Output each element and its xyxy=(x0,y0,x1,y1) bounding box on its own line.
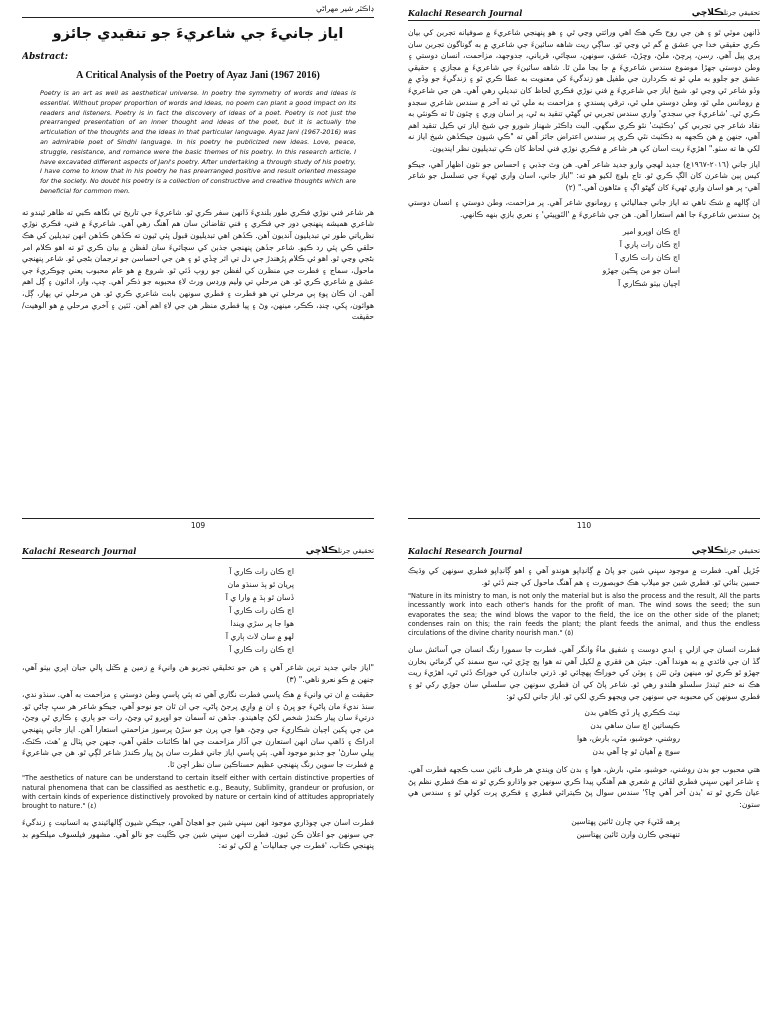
running-header xyxy=(22,542,374,559)
body-text xyxy=(22,817,374,852)
abstract-text: Poetry is an art as well as aesthetical universe. In poetry the symmetry of words and ideas is essential. Without proper proportion of words and ideas, no poem can plant a good impact on its readers and listeners. Poetry is in fact the discovery of ideas of a poet. Poetry is not just the prearranged presentation of an inner thought and ideas of the poet, but it is actually the articulation of the thoughts and the ideas in that particular language. Ayaz Jani (1967-2016) was an admirable poet of Sindhi language. In his poetry he publicized new ideas. Love, peace, struggle, resistance, and romance were the basic themes of his poetry. In this research article, I have excavated different aspects of Jani's poetry. After undertaking a through study of his poetry, I have come to know that in his poetry he has prearranged positive and result oriented message for the society. No doubt his poetry is a collection of constructive and creative thoughts which are beneficial for common men. xyxy=(40,89,356,195)
paragraph: ان ڳالهه ۾ شڪ ناهي ته اياز جاني جماليائي ۽ رومانوي شاعر آهي. پر مزاحمت، وطن دوستي ۽ انسان دوستي پڻ سندس شاعريءَ جا اهم استعارا آهن. هن جي شاعريءَ ۾ 'الٽوپيئي' ۽ نعري بازي بنهه ڪانهي. xyxy=(408,198,760,219)
running-header xyxy=(408,4,760,21)
poem-line: سوچ ۾ آهيان ٿو چا آهي بدن xyxy=(592,747,680,757)
journal-subtitle: تحقيقي جرنل xyxy=(337,547,374,555)
article-title-english: A Critical Analysis of the Poetry of Ayaz Jani (1967 2016) xyxy=(76,70,320,81)
running-header xyxy=(408,542,760,559)
article-title-sindhi: اياز جانيءَ جي شاعريءَ جو تنقيدي جائزو xyxy=(52,26,344,42)
body-text xyxy=(22,207,374,323)
paragraph: "اياز جاني جديد ترين شاعر آهي ۽ هن جو تخليقي تجربو هن وانيءَ ۾ زمين ۾ ڪَتل پالي جيان اپري بيٺو آهي، جنهن ۾ ڪو نعرو ناهي." (٣) xyxy=(22,663,374,684)
paragraph: هتي محبوب جو بدن روشني، خوشبو، مٽي، بارش، هوا ۽ بدن کان ويندي هر طرف نائين سب ڪجهه فطرت آهي. ۽ شاعر انهن سڀني فطري لقائن ۾ شعري هم آهنگي پيدا ڪري سونهن جو واڌارو ڪري ٿو ته هڪ فطري نظم پڻ عيان ڪري ٿو ته 'بدن آخر آهي ڇا؟' سندس سوال پڻ ڪيترائي فطري ۽ فڪري پرت کولي ٿو ۽ سندس هي ستون: xyxy=(408,765,760,809)
body-text xyxy=(408,27,760,221)
journal-name-sindhi xyxy=(688,8,760,18)
poem-line: اسان جو من پڪين جهڙو xyxy=(602,265,680,275)
body-text xyxy=(408,644,760,702)
journal-subtitle: تحقيقي جرنل xyxy=(723,9,760,17)
journal-logo: ڪلاچي xyxy=(691,8,724,18)
poem xyxy=(408,706,760,758)
author-name: ڊاڪٽر شير مهراڻي xyxy=(22,4,374,18)
body-text xyxy=(408,764,760,810)
journal-name: Kalachi Research Journal xyxy=(22,546,137,556)
poem-line: پريان ٿو ٻڌ سنڌو مان xyxy=(227,580,294,589)
paragraph: اياز جاني (٢٠١٦-١٩٦٧ع) جديد لهجي وارو جديد شاعر آهي. هن وٽ جذبي ۽ احساس جو نئون اظهار آهي، جيڪو کيس ٻين شاعرن کان الڳ ڪري ٿو. تاج بلوچ لکيو هو ته: "اياز جاني، اسان واري ٿهيءَ جي تسلسل جو شاعر آهي- پر هو اسان واري ٿهيءَ کان گهڻو اڳ ۽ مٿاهون آهي." (٢) xyxy=(408,159,760,192)
page-112 xyxy=(408,542,760,1020)
journal-logo: ڪلاچي xyxy=(691,546,724,556)
poem-line: تنهنجي ڪارن وارن ٿائين پهتاسين xyxy=(576,829,680,839)
paragraph: حقيقت ۾ ان تي وانيءَ ۾ هڪ پاسي فطرت نگاري آهي ته ٻئي پاسي وطن دوستي ۽ مزاحمت به آهي. سنڌو ندي، سنڌ نديءَ مان پاڻيءَ جو ڀرڻ ۽ ان ۾ وارِي پرجڻ پاڻي، جي ان ٿان جو نوحو آهي، جيڪو شاعر هر سڀ ڄاڻي ٿو. درتيءَ سان پيار ڪندڙ شخص لکڻ چاهيندو. جڏهن ته آسمان جو اوپرو ٿي وڃڻ، رات جو ٻاري ۽ ڪاري ٿي وڃڻ، من جي پکين اڄيان شڪاريءَ جي وڃڻ، هوا جي پرن جو سڙڻ پرسوز مزاحمتي استعارا آهن. اياز جاني پنهنجي ادراڪ ۽ ڏاهپ سان انهن استعارن جي آڏار مزاحمت جي اها ڪائنات خلقي آهي، جنهن جي پٽال ۾ 'هٺ، ڪٽڪ، ٻيلي سارڻ' جو جذبو موجود آهي. ٻئي پاسي اياز جاني فطرت سان پڻ پيار ڪندڙ شاعر لڳي ٿو. هن جي شاعريءَ ۾ فطرت جا سوين رنگ پنهنجي عظيم حسناڪين سان نظر اچن ٿا. xyxy=(22,690,374,769)
poem xyxy=(408,225,760,290)
poem-line: ڏسان ٿو ٻڌ ۾ وارا ي آ xyxy=(225,593,294,602)
paragraph: فطرت انسان جي ازلي ۽ ابدي دوست ۽ شفيق ماءُ وانگر آهي. فطرت جا سمورا رنگ انسان جي آسائش سان گڏ ان جي فائدي ۾ به هوندا آهن. جيئن هن فقري ۾ لکيل آهي ته هوا ٻج ڇڙي ٿي، سج سمنڊ کي گرمائي بخارن جهڙو ٿو ڪري ٿو، مينهن وٽن ٽٿن ۽ ٻوٽن کي خوراڪ پهچائي ٿو. ڌرتي جاندارن کي خوراڪ ڏئي ٿي، اهڙيءَ ريت هڪ نه ختم ٿيندڙ سلسلو هلندو رهي ٿو. شاعر پاڻ کي ان فطري سونهن جي سلسلي سان جوڙي رکي ٿو ۽ فطري سونهن کي محبوبه جي سونهن جي ويجهو ڪري لکي ٿو. اياز جاني لکي ٿو: xyxy=(408,645,760,701)
english-quotation: "The aesthetics of nature can be understand to certain itself either with certain distinctive properties of natural phenomena that can be classified as aesthetic e.g., Beauty, Sublimity, grandeur or profusion, or with certain kinds of experience distinctively provoked by nature or certain kind of attitudes appropriately brought to nature." (٤) xyxy=(22,774,374,810)
journal-subtitle: تحقيقي جرنل xyxy=(723,547,760,555)
page-number: 109 xyxy=(22,518,374,530)
journal-logo: ڪلاچي xyxy=(305,546,338,556)
poem-line: هوا جا پر سڙي ويندا xyxy=(230,619,294,628)
poem xyxy=(408,815,760,841)
poem-line: اڄ ڪان رات ڪاري آ xyxy=(229,567,294,576)
poem xyxy=(22,565,374,656)
page-number: 110 xyxy=(408,518,760,530)
poem-line: اڄ ڪان رات ڪاري آ xyxy=(229,606,294,615)
paragraph: فطرت اسان جي چوڌاري موجود انهن سڀني شين جو اهڃاڻ آهي، جيڪي شيون ڳالهائيندي به انسانيت ۽ زندگيءَ جي سونهن جو اعلان ڪن ٿيون. فطرت انهن سڀني شين جي ڪُليت جو نالو آهي. مشهور فيلسوف ميلڪوم بڊ پنهنجي ڪتاب، 'فطرت جي جماليات' ۾ لکي ٿو ته: xyxy=(22,818,374,851)
journal-name: Kalachi Research Journal xyxy=(408,546,523,556)
page-110 xyxy=(408,4,760,530)
poem-line: اڄ ڪان رات ڪاري آ xyxy=(615,252,680,262)
paragraph: جُڙيل آهي. فطرت ۾ موجود سڀني شين جو پاڻ ۾ ڳانڍاپو هوندو آهي ۽ اهو ڳانڍاپو فطري سونهن کي وڌيڪ حسين بنائي ٿو. فطري شين جو ميلاپ هڪ خوبصورت ۽ هم آهنگ ماحول کي جنم ڏئي ٿو. xyxy=(408,566,760,587)
page-111 xyxy=(22,542,374,1020)
body-text xyxy=(22,662,374,770)
journal-name: Kalachi Research Journal xyxy=(408,8,523,18)
poem-line: اڄ ڪان رات ڪاري آ xyxy=(229,645,294,654)
poem-line: ٻرهه ڦٽيءَ جي چارن ٿائين پهتاسين xyxy=(571,816,680,826)
poem-line: اڄ ڪان اوپرو امير xyxy=(622,226,680,236)
poem-line: اڄ ڪان رات پاري آ xyxy=(619,239,680,249)
poem-line: روشني، خوشبو، مٽي، بارش، هوا xyxy=(576,734,680,744)
journal-name-sindhi xyxy=(302,546,374,556)
page-109 xyxy=(22,4,374,530)
journal-name-sindhi xyxy=(688,546,760,556)
paragraph: هر شاعر فني نوڙي فڪري طور بلنديءَ ڏانهن سفر ڪري ٿو. شاعريءَ جي تاريخ تي نگاهه ڪبي ته ظاهر ٿيندو ته شاعري هميشه پنهنجي دور جي فڪري ۽ فني تقاضائن سان هم آهنگ رهي آهي. شاعريءَ ۾ فني، فڪري نوڙي نظرياتي طور تي تبديليون آنديون آهن. ڪڏهن اهي تبديليون قبول پئي ٿيون ته ڪڏهن ڪڏهن انهن تبديلين کي هڪ حلقي ڪي پئي رد ڪيو. شاعر جڏهن پنهنجي جذبن کي سچائيءَ سان لفظن ۾ بيان ڪري ٿو ته اهو ڪلام امر بڻجي وڃي ٿو. اهو ئي ڪلام پڙهندڙ جي دل تي اثر ڇڏي ٿو ۽ هن جي احساسن جو ترجمان بڻجي ٿو. شاعر پنهنجي ماحول، سماج ۽ فطرت جي منظرن کي لفظن جو روپ ڏئي ٿو. شروع ۾ هو عام محبوب يعني چوڪريءَ جي عشق ۾ شاعري ڪري ٿو. هن مرحلي تي وليم ورڊس ورٿ لاءِ محبوبه جو ذڪر آهي. چپ، وار، ادائون ۽ ڳل اهم آهن. ان ڪان پوءِ ٻي مرحلي تي هو فطرت ۽ فطري سونهن بابت شاعري ڪري ٿو. هن مرحلي تي ٻهار، ڳل، هوائون، پکي، چنڊ، ڪڪر، مينهن، وڻ ۽ پيا فطري منظر هن جي لاءِ اهم آهن. ٽئين ۽ آخري مرحلي ۾ هو الوهيت/حقيقت xyxy=(22,207,374,322)
poem-line: ڪيساتين اچ سان ساهي بدن xyxy=(590,721,680,731)
poem-line: اڄيان بيٺو شڪاري آ xyxy=(618,278,680,288)
abstract-label: Abstract: xyxy=(22,52,69,62)
poem-line: لهو ۾ سان لاٽ ٻاري آ xyxy=(225,632,294,641)
english-quotation: "Nature in its ministry to man, is not only the material but is also the process and the result, All the parts incessantly work into each other's hands for the profit of man. The wind sows the seed; the sun evaporates the sea; the wind blows the vapor to the field, the ice on the other side of the planet; condenses rain on this; the rain feeds the plant; the plant feeds the animal, and thus the endless circulations of the divine charity nourish man." (٥) xyxy=(408,592,760,637)
body-text xyxy=(408,565,760,588)
paragraph: ڏانهن موٽي ٿو ۽ هن جي روح ڪي هڪ اهي ورائتي وڃي ٿي ۽ هو پنهنجي شاعريءَ ۾ صوفيانه تجربن کي بيان ڪري حقيقي خدا جي عشق ۾ گم ٿي وڃي ٿو. ساڳي ريت شاهه سائينءَ جي شاعري ۾ به گوناگون تجربن سان پري پيل آهي. رسن، پرچڻ، ملڻ، وڇڙڻ، عشق، سونهن، سچائي، قرباني، جدوجهد، مزاحمت، انسان دوستي ۽ وطن دوستي جهڙا موضوع سندس شاعريءَ ۾ جا بجا ملن ٿا. شاهه سائينءَ جي شاعريءَ ۾ مجازي ۽ حقيقي عشق جو جلوو به ملي ٿو ته ڪردارن جي طفيل هو زندگيءَ کي معنويت به عطا ڪري ٿو ۽ زندگيءَ جو وڏي ۾ وڏو شاعر ٿي وڃي ٿو. شيخ اياز جي شاعريءَ ۾ فني نوڙي فڪري لحاظ کان تبديلي رهي آهي. هن جي شاعريءَ ۾ رومانس ملي ٿو، وطن دوستي ملي ٿي، ترقي پسندي ۽ مزاحمت به ملي ٿي ته آخر ۾ سندس شاعري سجدو ڪري ٿي. 'شاعريءَ جي سجدي' واري سندس تجربي تي گهڻي تنقيد به ٿي، پر اسان وري ۽ چئون ٿا ته ڪونئي به نقاد شاعر جي تجربي کي 'ڊڪٽيٽ' نٿو ڪري سگهي. البت ڊاڪٽر شهناز شورو جي شيخ اياز تي ڪيل تنقيد اهم آهي، جنهن ۾ هن ڪجهه به ڊڪٽيٽ نٿي ڪري پر سندس اعتراض جائز آهي ته "ڪي شيون جيڪڏهن شيخ اياز نه لکي ها ته سٺو." اهڙيءَ ريت اسان کي هر شاعر ۾ فڪري نوڙي فني لحاظ کان ڪي تبديليون نظر اينديون. xyxy=(408,28,760,153)
poem-line: نيٽ ڪڪري پار ڏي ڪاهي بدن xyxy=(584,708,680,718)
